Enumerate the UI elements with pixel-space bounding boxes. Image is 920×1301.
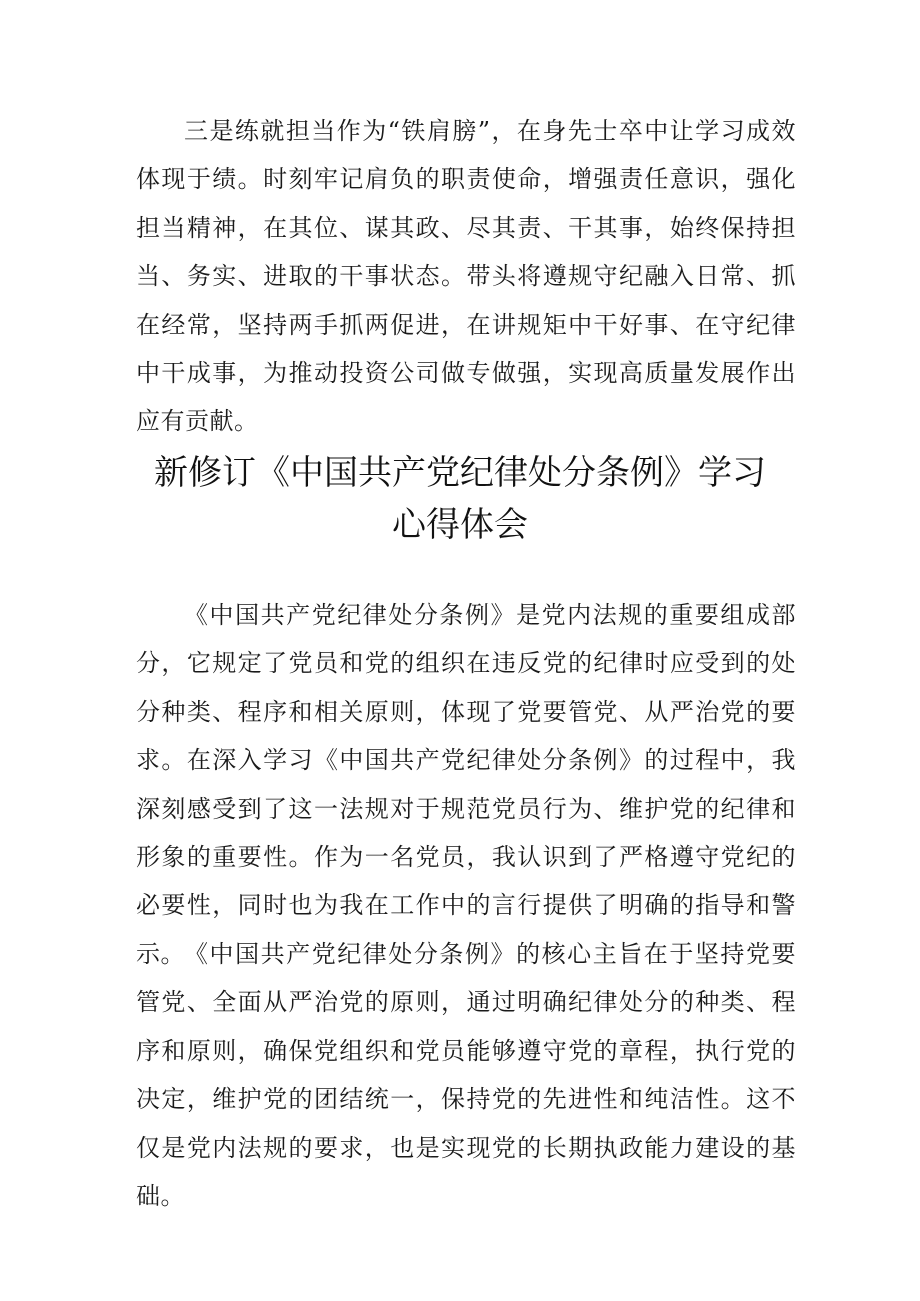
body-paragraph-2: 《中国共产党纪律处分条例》是党内法规的重要组成部分，它规定了党员和党的组织在违反党的纪律时应受到的处分种类、程序和相关原则，体现了党要管党、从严治党的要求。在深入学习《中国共产党纪律处分条例》的过程中，我深刻感受到了这一法规对于规范党员行为、维护党的纪律和形象的重要性。作为一名党员，我认识到了严格遵守党纪的必要性，同时也为我在工作中的言行提供了明确的指导和警示。	[136, 601, 796, 968]
title-line-1: 新修订《中国共产党纪律处分条例》学习	[154, 453, 766, 493]
title-line-2: 心得体会	[392, 505, 528, 545]
body-paragraph-3: 《中国共产党纪律处分条例》的核心主旨在于坚持党要管党、全面从严治党的原则，通过明确纪律处分的种类、程序和原则，确保党组织和党员能够遵守党的章程，执行党的决定，维护党的团结统一，保持党的先进性和纯洁性。这不仅是党内法规的要求，也是实现党的长期执政能力建设的基础。	[136, 940, 796, 1211]
body-paragraph-1: 三是练就担当作为“铁肩膀”，在身先士卒中让学习成效体现于绩。时刻牢记肩负的职责使命，增强责任意识，强化担当精神，在其位、谋其政、尽其责、干其事，始终保持担当、务实、进取的干事状态。带头将遵规守纪融入日常、抓在经常，坚持两手抓两促进，在讲规矩中干好事、在守纪律中干成事，为推动投资公司做专做强，实现高质量发展作出应有贡献。	[136, 117, 796, 436]
document-title	[110, 447, 810, 551]
